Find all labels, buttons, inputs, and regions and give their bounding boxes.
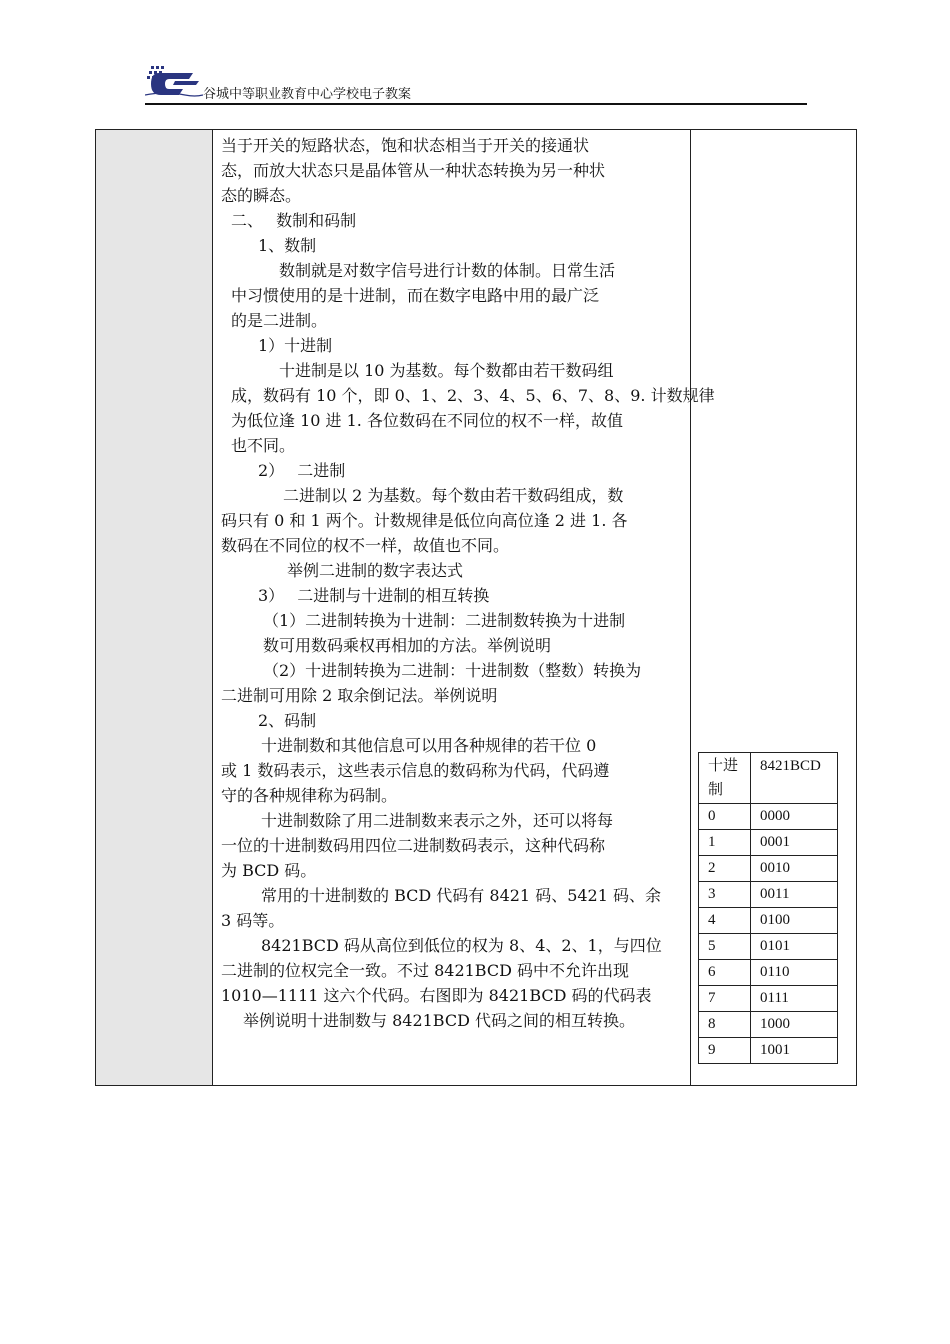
- text-line: 数可用数码乘权再相加的方法。举例说明: [263, 636, 552, 655]
- table-row: [699, 960, 838, 986]
- code-cell: 0100: [751, 908, 838, 934]
- table-row: [699, 882, 838, 908]
- decimal-cell: 0: [699, 804, 751, 830]
- decimal-cell: 5: [699, 934, 751, 960]
- text-line: 1010—1111 这六个代码。右图即为 8421BCD 码的代码表: [221, 986, 652, 1005]
- code-cell: 0001: [751, 830, 838, 856]
- text-line: 为 BCD 码。: [221, 861, 317, 880]
- table-row: [699, 986, 838, 1012]
- code-cell: 0101: [751, 934, 838, 960]
- text-line: 二进制可用除 2 取余倒记法。举例说明: [221, 686, 498, 705]
- decimal-cell: 7: [699, 986, 751, 1012]
- text-line: 为低位逢 10 进 1. 各位数码在不同位的权不一样，故值: [231, 411, 623, 430]
- item-heading: 3） 二进制与十进制的相互转换: [258, 586, 490, 605]
- subsection-heading: 1、数制: [258, 236, 317, 255]
- decimal-cell: 4: [699, 908, 751, 934]
- decimal-cell: 2: [699, 856, 751, 882]
- text-line: 态的瞬态。: [221, 186, 302, 205]
- right-column-divider: [690, 130, 691, 1085]
- page-header: [145, 64, 807, 106]
- decimal-cell: 8: [699, 1012, 751, 1038]
- code-cell: 1000: [751, 1012, 838, 1038]
- table-row: [699, 804, 838, 830]
- text-line: 十进制是以 10 为基数。每个数都由若干数码组: [279, 361, 614, 380]
- table-row: [699, 856, 838, 882]
- item-heading: 1）十进制: [258, 336, 333, 355]
- decimal-cell: 3: [699, 882, 751, 908]
- text-line: （1）二进制转换为十进制：二进制数转换为十进制: [263, 611, 626, 630]
- text-line: 的是二进制。: [231, 311, 328, 330]
- item-heading: 2） 二进制: [258, 461, 346, 480]
- decimal-cell: 1: [699, 830, 751, 856]
- code-cell: 0011: [751, 882, 838, 908]
- bcd-code-table: [698, 752, 838, 1064]
- text-line: 二进制的位权完全一致。不过 8421BCD 码中不允许出现: [221, 961, 630, 980]
- table-row: [699, 1012, 838, 1038]
- text-line: 或 1 数码表示，这些表示信息的数码称为代码，代码遵: [221, 761, 610, 780]
- lesson-content: [221, 133, 715, 1033]
- subsection-heading: 2、码制: [258, 711, 317, 730]
- table-header-row: [699, 753, 838, 804]
- table-row: [699, 934, 838, 960]
- text-line: 十进制数和其他信息可以用各种规律的若干位 0: [261, 736, 597, 755]
- table-row: [699, 830, 838, 856]
- text-line: 3 码等。: [221, 911, 285, 930]
- text-line: （2）十进制转换为二进制：十进制数（整数）转换为: [263, 661, 642, 680]
- text-line: 常用的十进制数的 BCD 代码有 8421 码、5421 码、余: [261, 886, 661, 905]
- text-line: 数制就是对数字信号进行计数的体制。日常生活: [279, 261, 616, 280]
- header-code: 8421BCD: [751, 753, 838, 804]
- table-row: [699, 908, 838, 934]
- header-rule: [145, 103, 807, 105]
- text-line: 一位的十进制数码用四位二进制数码表示，这种代码称: [221, 836, 606, 855]
- text-line: 态，而放大状态只是晶体管从一种状态转换为另一种状: [221, 161, 606, 180]
- text-line: 也不同。: [231, 436, 296, 455]
- code-cell: 0110: [751, 960, 838, 986]
- decimal-cell: 6: [699, 960, 751, 986]
- text-line: 中习惯使用的是十进制，而在数字电路中用的最广泛: [231, 286, 600, 305]
- text-line: 数码在不同位的权不一样，故值也不同。: [221, 536, 510, 555]
- code-cell: 1001: [751, 1038, 838, 1064]
- text-line: 举例说明十进制数与 8421BCD 代码之间的相互转换。: [243, 1011, 636, 1030]
- text-line: 二进制以 2 为基数。每个数由若干数码组成，数: [283, 486, 624, 505]
- text-line: 举例二进制的数字表达式: [287, 561, 464, 580]
- school-logo-icon: [145, 64, 203, 100]
- header-decimal: 十进 制: [699, 753, 751, 804]
- left-shaded-column: [96, 130, 213, 1085]
- code-cell: 0111: [751, 986, 838, 1012]
- text-line: 十进制数除了用二进制数来表示之外，还可以将每: [261, 811, 614, 830]
- text-line: 守的各种规律称为码制。: [221, 786, 398, 805]
- code-cell: 0010: [751, 856, 838, 882]
- table-row: [699, 1038, 838, 1064]
- text-line: 当于开关的短路状态，饱和状态相当于开关的接通状: [221, 136, 590, 155]
- code-cell: 0000: [751, 804, 838, 830]
- school-name: 谷城中等职业教育中心学校电子教案: [203, 87, 412, 102]
- decimal-cell: 9: [699, 1038, 751, 1064]
- section-heading: 二、 数制和码制: [231, 211, 357, 230]
- text-line: 8421BCD 码从高位到低位的权为 8、4、2、1，与四位: [261, 936, 662, 955]
- text-line: 成，数码有 10 个，即 0、1、2、3、4、5、6、7、8、9. 计数规律: [231, 386, 715, 405]
- text-line: 码只有 0 和 1 两个。计数规律是低位向高位逢 2 进 1. 各: [221, 511, 628, 530]
